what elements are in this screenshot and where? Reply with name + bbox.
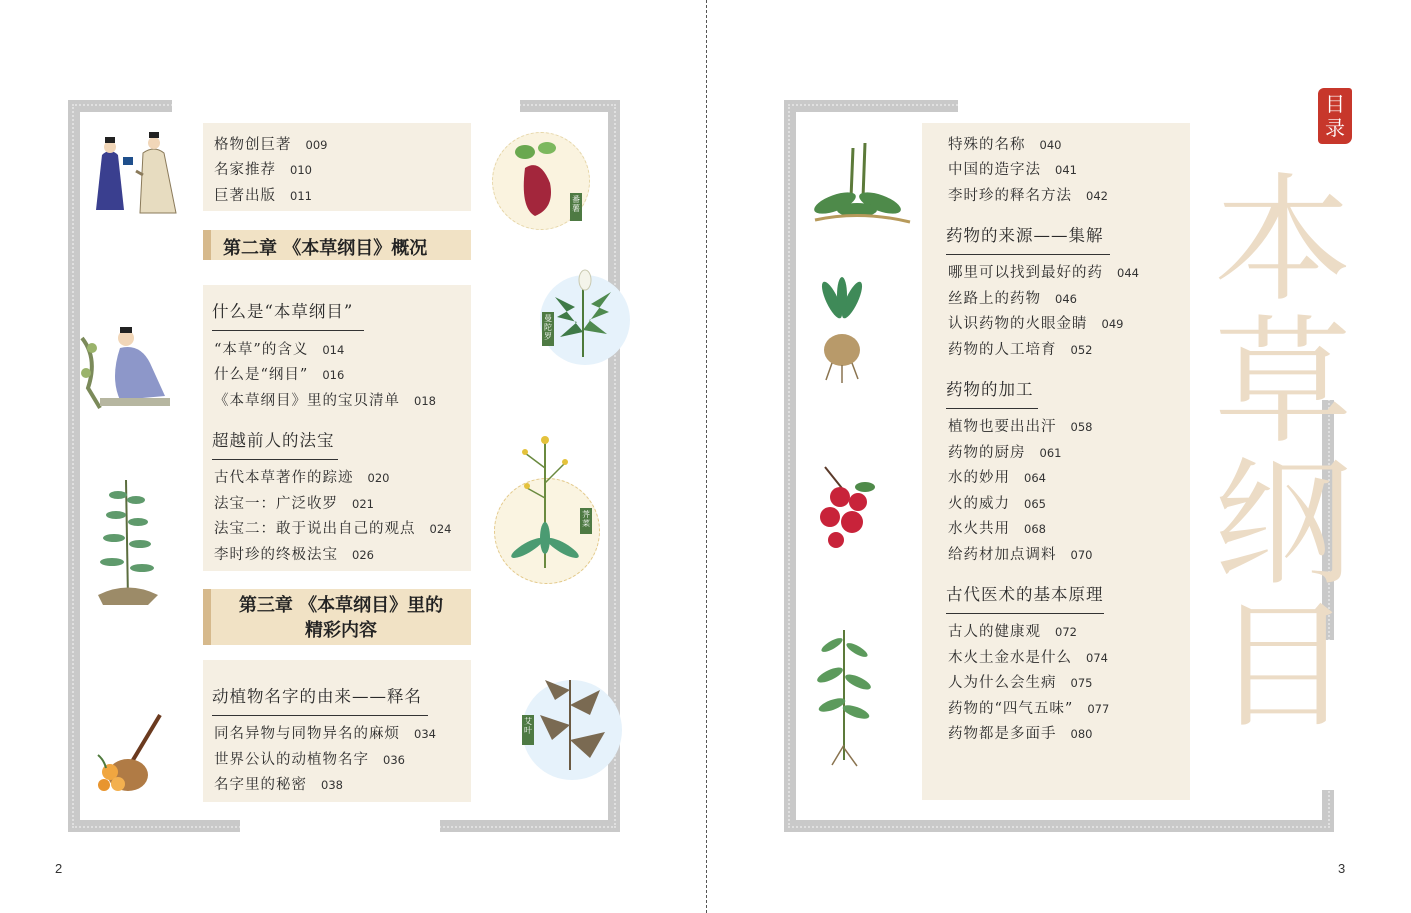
toc-entry[interactable]: 格物创巨著 009 [214,137,328,153]
title-watermark: 本 草 纲 目 [1213,160,1352,747]
toc-entry[interactable]: 李时珍的终极法宝 026 [214,547,374,563]
plant-tag-datura: 曼陀罗 [542,312,554,346]
sweet-potato-icon [505,138,575,223]
toc-entry[interactable]: 人为什么会生病 075 [948,675,1093,691]
toc-entry[interactable]: 法宝一：广泛收罗 021 [214,496,374,512]
toc-entry[interactable]: 《本草纲目》里的宝贝清单 018 [214,393,436,409]
toc-entry[interactable]: 古人的健康观 072 [948,624,1077,640]
toc-entry[interactable]: 水火共用 068 [948,521,1046,537]
toc-entry[interactable]: 药物的厨房 061 [948,445,1062,461]
toc-entry[interactable]: 中国的造字法 041 [948,162,1077,178]
toc-entry[interactable]: 法宝二：敢于说出自己的观点 024 [214,521,452,537]
section-heading[interactable]: 超越前人的法宝 [212,427,338,460]
scholars-illustration [88,125,188,220]
section-heading[interactable]: 药物的来源——集解 [946,222,1110,255]
toc-entry[interactable]: 李时珍的释名方法 042 [948,188,1108,204]
pipa-illustration [90,710,170,795]
toc-entry[interactable]: 特殊的名称 040 [948,137,1062,153]
toc-entry[interactable]: 世界公认的动植物名字 036 [214,752,405,768]
section-heading[interactable]: 什么是“本草纲目” [212,298,364,331]
toc-entry[interactable]: 巨著出版 011 [214,188,312,204]
herb-illustration [812,620,877,770]
toc-entry[interactable]: 什么是“纲目” 016 [214,367,345,383]
herbalist-illustration [80,318,175,413]
section-heading[interactable]: 动植物名字的由来——释名 [212,683,428,716]
section-heading[interactable]: 药物的加工 [946,376,1038,409]
toc-entry[interactable]: “本草”的含义 014 [214,342,345,358]
toc-entry[interactable]: 药物的人工培育 052 [948,342,1093,358]
toc-entry[interactable]: 同名异物与同物异名的麻烦 034 [214,726,436,742]
toc-entry[interactable]: 给药材加点调料 070 [948,547,1093,563]
chapter-heading[interactable]: 第三章 《本草纲目》里的 精彩内容 [203,589,471,645]
page-divider [706,0,707,913]
toc-entry[interactable]: 植物也要出出汗 058 [948,419,1093,435]
contents-badge: 目 录 [1318,88,1352,144]
plant-tag-mugwort: 艾叶 [522,715,534,745]
toc-entry[interactable]: 水的妙用 064 [948,470,1046,486]
plant-tag-sweet-potato: 番薯 [570,193,582,221]
berries-illustration [810,462,880,552]
toc-entry[interactable]: 古代本草著作的踪迹 020 [214,470,390,486]
toc-entry[interactable]: 哪里可以找到最好的药 044 [948,265,1139,281]
plantain-illustration [805,138,915,233]
datura-icon [545,262,620,362]
toc-entry[interactable]: 认识药物的火眼金睛 049 [948,316,1124,332]
mugwort-icon [530,670,615,775]
toc-entry[interactable]: 药物的“四气五味” 077 [948,701,1110,717]
page-number-right: 3 [1338,861,1346,876]
toc-entry[interactable]: 药物都是多面手 080 [948,726,1093,742]
shepherds-purse-icon [505,428,585,578]
plant-tag-shepherds-purse: 荠菜 [580,508,592,534]
toc-entry[interactable]: 名家推荐 010 [214,162,312,178]
toc-entry[interactable]: 丝路上的药物 046 [948,291,1077,307]
section-heading[interactable]: 古代医术的基本原理 [946,581,1104,614]
chapter-heading[interactable]: 第二章 《本草纲目》概况 [203,230,471,260]
fern-illustration [88,470,168,610]
root-plant-illustration [812,275,872,385]
toc-entry[interactable]: 火的威力 065 [948,496,1046,512]
toc-entry[interactable]: 名字里的秘密 038 [214,777,343,793]
page-number-left: 2 [55,861,63,876]
toc-entry[interactable]: 木火土金水是什么 074 [948,650,1108,666]
